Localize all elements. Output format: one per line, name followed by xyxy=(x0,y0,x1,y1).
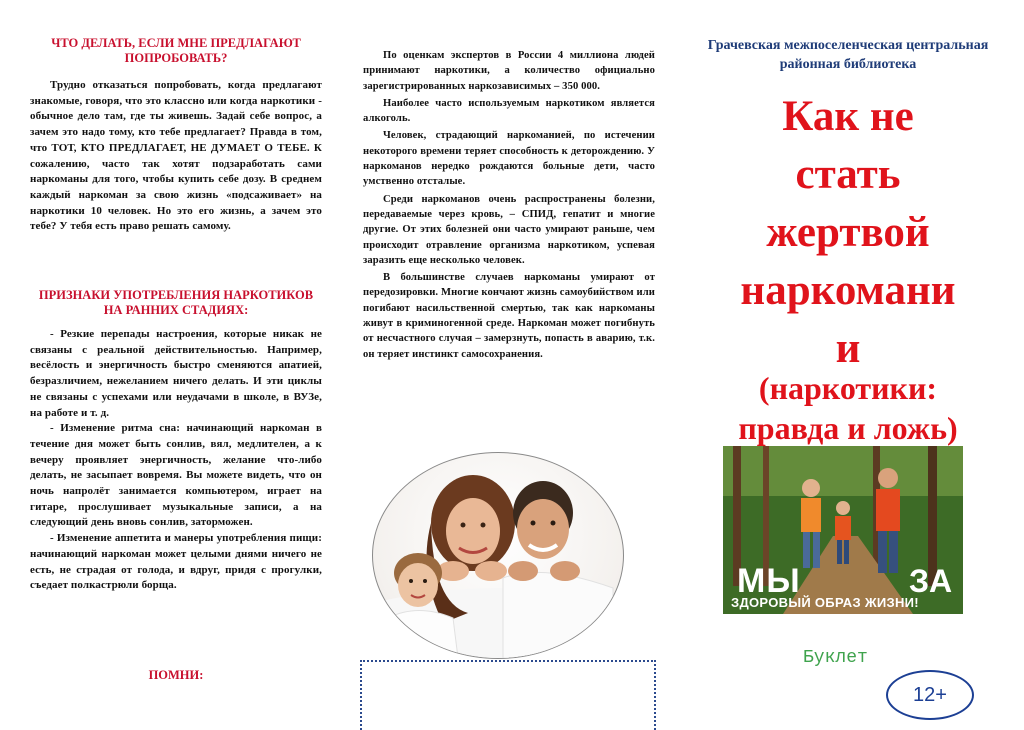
booklet-label: Буклет xyxy=(803,648,868,668)
title-line: жертвой xyxy=(766,209,930,256)
age-rating-badge: 12+ xyxy=(886,670,974,720)
subtitle-line: (наркотики: xyxy=(758,370,938,406)
facts-text xyxy=(363,48,655,364)
fact-paragraph: В большинстве случаев наркоманы умирают от передозировки. Многие кончают жизнь самоубийством или погибают насильственной смертью, так как наркоманы живут в криминогенной среде. Наркоман может погибнуть от несчастного случая – замерзнуть, попасть в аварию, т.к. он теряет инстинкт самосохранения. xyxy=(363,272,655,360)
library-name: Грачевская межпоселенческая центральная районная библиотека xyxy=(707,38,989,72)
paragraph-refusal: Трудно отказаться попробовать, когда предлагают знакомые, говоря, что это классно или когда наркотики - обычное дело там, где ты живешь. Задай себе вопрос, а зачем это надо тому, кто тебе предлагает? Правда в том, что ТОТ, КТО ПРЕДЛАГАЕТ, НЕ ДУМАЕТ О ТЕБЕ. К сожалению, часто так хотят подзаработать сами наркоманы для того, чтобы купить себе дозу. В среднем каждый наркоман за свою жизнь «подсаживает» на наркотики 10 человек. Но это его жизнь, а зачем это тебе? У тебя есть право решать самому. xyxy=(30,79,322,233)
subtitle-line: правда и ложь) xyxy=(738,410,958,446)
fact-paragraph: Наиболее часто используемым наркотиком является алкоголь. xyxy=(363,97,655,125)
fact-paragraph: Среди наркоманов очень распространены болезни, передаваемые через кровь, – СПИД, гепатит и многие другие. От этих болезней они часто умирают раньше, чем происходит отравление организма наркотиком, успевая заразить еще несколько человек. xyxy=(363,193,655,266)
sign-item-appetite: - Изменение аппетита и манеры употребления пищи: начинающий наркоман может целыми днями ничего не есть, не страдая от голода, и вдруг, придя с прогулки, съедает полкастрюли борща. xyxy=(30,532,322,592)
healthy-lifestyle-photo xyxy=(723,446,963,614)
main-title xyxy=(698,88,998,378)
signs-list xyxy=(30,327,322,594)
dotted-frame xyxy=(360,660,656,730)
title-line: Как не xyxy=(782,93,914,140)
left-column xyxy=(30,0,322,725)
remember-heading: ПОМНИ: xyxy=(148,668,204,682)
subtitle xyxy=(698,368,998,448)
title-line: наркомани xyxy=(740,267,956,314)
fact-paragraph: Человек, страдающий наркоманией, по истечении некоторого времени теряет способность к деторождению. У наркоманов нередко рождаются больные дети, часто умственно отсталые. xyxy=(363,130,655,188)
hero-slogan-for: ЗА xyxy=(909,563,953,599)
family-photo xyxy=(372,452,624,659)
sign-item-sleep: - Изменение ритма сна: начинающий наркоман в течение дня может быть сонлив, вял, медлителен, а к вечеру проявляет энергичность, желание что-либо делать, не засыпает вовремя. Вы можете видеть, что он ночь напролёт занимается компьютером, играет на гитаре, прослушивает музыкальные записи, а на следующий день вновь сонлив, заторможен. xyxy=(30,422,322,529)
cover-column xyxy=(698,0,998,725)
title-line: стать xyxy=(795,151,901,198)
fact-paragraph: По оценкам экспертов в России 4 миллиона людей принимают наркотики, а количество официально зарегистрированных наркозависимых – 350 000. xyxy=(363,50,655,92)
sign-item-mood: - Резкие перепады настроения, которые никак не связаны с реальной действительностью. Например, весёлость и энергичность быстро сменяются апатией, безразличием, нежеланием ничего делать. И эти циклы не связаны с успехами или неудачами в школе, в ВУЗе, на работе и т. д. xyxy=(30,328,322,419)
heading-signs: ПРИЗНАКИ УПОТРЕБЛЕНИЯ НАРКОТИКОВ НА РАННИХ СТАДИЯХ: xyxy=(38,288,314,317)
hero-slogan-healthy: ЗДОРОВЫЙ ОБРАЗ ЖИЗНИ! xyxy=(731,595,919,610)
heading-what-to-do: ЧТО ДЕЛАТЬ, ЕСЛИ МНЕ ПРЕДЛАГАЮТ ПОПРОБОВАТЬ? xyxy=(51,36,301,65)
title-line: и xyxy=(835,325,861,372)
hero-slogan-we: МЫ xyxy=(737,562,801,600)
family-illustration xyxy=(373,453,623,658)
